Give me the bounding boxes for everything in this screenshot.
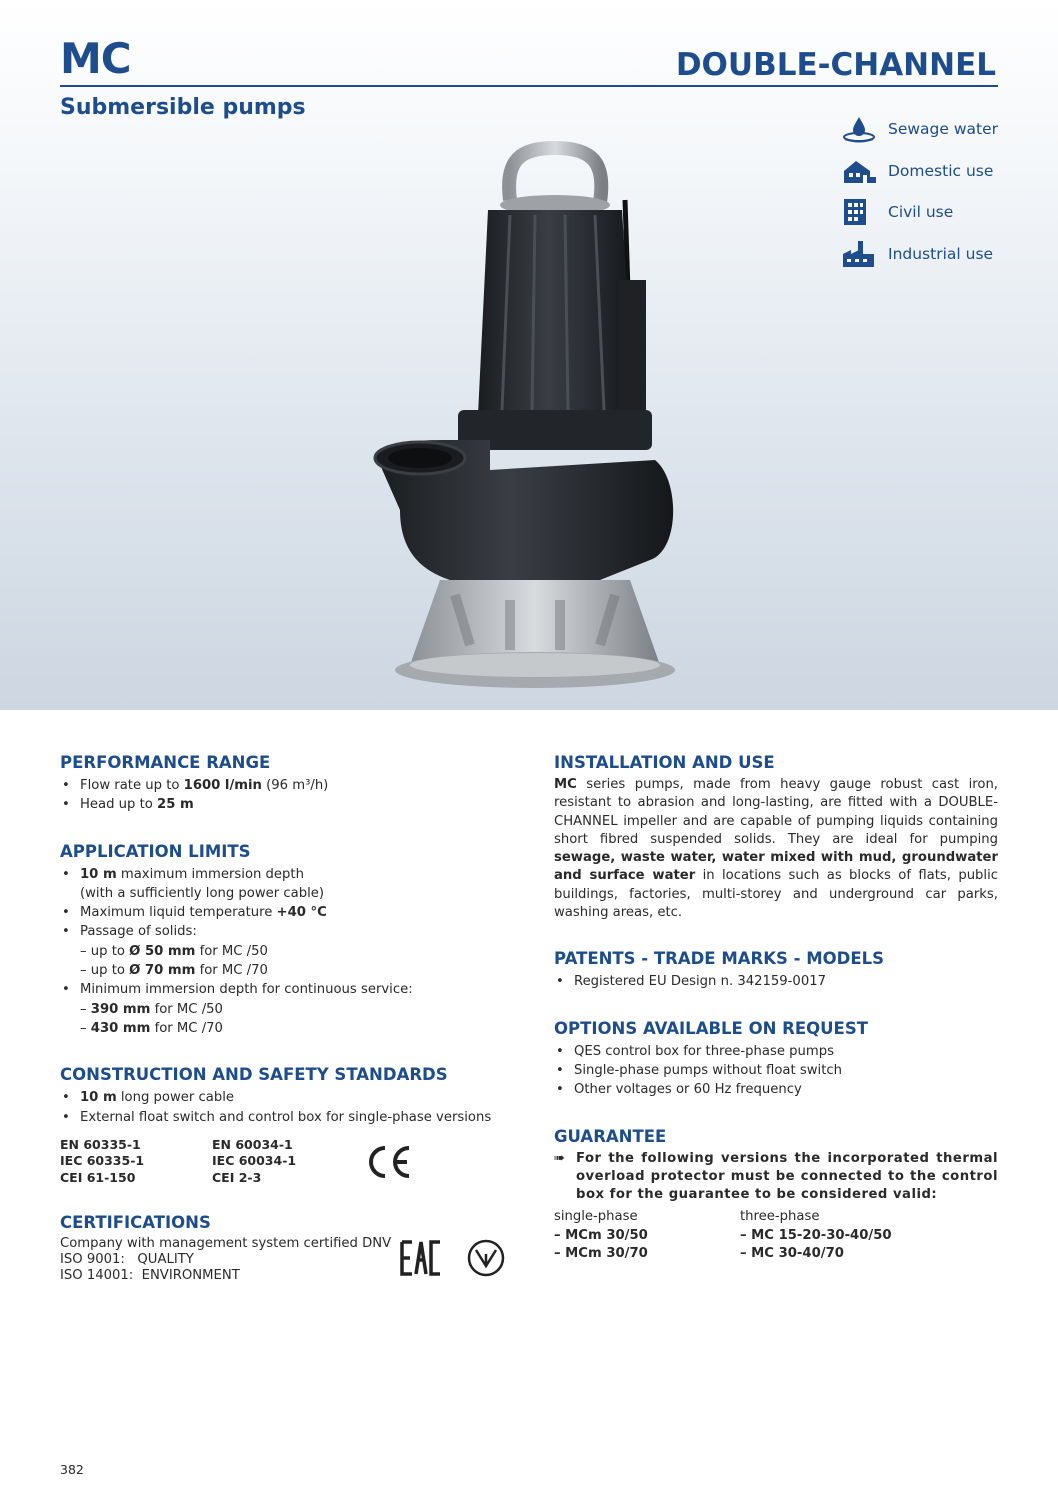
temperature-item — [60, 903, 510, 922]
arrow-icon: ➠ — [554, 1150, 566, 1166]
immersion-value: 10 m — [80, 866, 117, 882]
use-domestic — [840, 157, 1040, 185]
header-rule — [60, 85, 998, 87]
phase-label: three-phase — [740, 1209, 820, 1225]
installation-body: series pumps, made from heavy gauge robust cast iron, resistant to abrasion and long-lasting, are fitted with a DOUBLE-CHANNEL impeller and are capable of pumping liquids containing short fibred suspended solids. They are ideal for pumping — [554, 777, 998, 847]
product-brand: MC — [60, 34, 131, 83]
model: – MC 30-40/70 — [740, 1246, 844, 1262]
section-title: CONSTRUCTION AND SAFETY STANDARDS — [60, 1065, 448, 1085]
immersion-item — [60, 865, 510, 884]
standard: CEI 61-150 — [60, 1169, 136, 1185]
flow-value: 1600 l/min — [183, 778, 262, 793]
option-item: • Other voltages or 60 Hz frequency — [554, 1080, 998, 1099]
pump-product-image — [360, 140, 710, 700]
solids-70-value: Ø 70 mm — [129, 963, 196, 979]
flow-pre: Flow rate up to — [80, 778, 184, 793]
head-pre: Head up to — [80, 797, 158, 813]
use-label: Industrial use — [888, 244, 994, 263]
use-label: Civil use — [888, 203, 954, 221]
installation-text — [554, 776, 998, 922]
cert-line: ISO 9001: QUALITY — [60, 1252, 194, 1268]
domestic-use-icon — [840, 157, 878, 185]
use-label: Domestic use — [888, 161, 994, 180]
guarantee-body: For the following versions the incorporated thermal overload protector must be connected to the control box for the guarantee to be considered valid: — [576, 1150, 998, 1203]
head-value: 25 m — [157, 797, 194, 813]
option-item: • Single-phase pumps without float switch — [554, 1061, 998, 1080]
single-phase-column — [554, 1208, 740, 1263]
option-item: • QES control box for three-phase pumps — [554, 1042, 998, 1061]
immersion-note: (with a sufficiently long power cable) — [80, 885, 325, 901]
dash-post: for MC /70 — [150, 1020, 223, 1036]
guarantee-text — [554, 1150, 998, 1205]
options-section — [554, 1018, 998, 1100]
certifications-section — [60, 1212, 510, 1283]
guarantee-models — [554, 1208, 998, 1263]
construction-section — [60, 1064, 510, 1186]
section-title: GUARANTEE — [554, 1126, 667, 1146]
ukrainian-conformity-icon — [464, 1236, 508, 1280]
model: – MCm 30/50 — [554, 1227, 648, 1243]
standards-group-2 — [212, 1137, 364, 1187]
head-item — [60, 795, 510, 814]
use-civil — [840, 198, 1040, 226]
temp-pre: Maximum liquid temperature — [80, 905, 277, 921]
solids-70 — [60, 961, 510, 980]
section-title: CERTIFICATIONS — [60, 1213, 211, 1233]
min-immersion-50 — [60, 1000, 510, 1019]
three-phase-column — [740, 1208, 926, 1263]
use-industrial — [840, 240, 1040, 268]
model: – MCm 30/70 — [554, 1246, 648, 1262]
dash-pre: – — [80, 1001, 91, 1017]
installation-brand: MC — [554, 777, 577, 792]
temp-value: +40 °C — [276, 905, 327, 921]
min-50-value: 390 mm — [90, 1001, 151, 1017]
flow-post: (96 m³/h) — [261, 778, 329, 793]
product-subtitle: Submersible pumps — [60, 95, 306, 120]
right-column — [554, 752, 998, 1289]
min-immersion-70 — [60, 1019, 510, 1038]
civil-use-icon — [840, 198, 878, 226]
product-type: DOUBLE-CHANNEL — [675, 47, 996, 83]
model: – MC 15-20-30-40/50 — [740, 1227, 892, 1243]
standard: EN 60034-1 — [212, 1136, 293, 1152]
page-number: 382 — [60, 1462, 84, 1477]
cable-item — [60, 1088, 510, 1107]
patent-item: • Registered EU Design n. 342159-0017 — [554, 972, 998, 991]
application-uses — [840, 115, 1040, 281]
standard: CEI 2-3 — [212, 1169, 262, 1185]
dash-pre: – up to — [80, 943, 130, 959]
installation-liquids: sewage, waste water, water mixed with mud, groundwater and surface water — [554, 850, 998, 884]
limits-section — [60, 841, 510, 1039]
left-column — [60, 752, 510, 1309]
standard: IEC 60335-1 — [60, 1153, 145, 1169]
standard: EN 60335-1 — [60, 1136, 141, 1152]
ce-mark-icon — [364, 1144, 414, 1180]
float-item: • External float switch and control box for single-phase versions — [60, 1108, 510, 1127]
dash-post: for MC /50 — [195, 943, 268, 959]
section-title: PATENTS - TRADE MARKS - MODELS — [554, 949, 885, 969]
performance-section — [60, 752, 510, 815]
dash-post: for MC /70 — [195, 963, 268, 979]
section-title: PERFORMANCE RANGE — [60, 753, 271, 772]
standard: IEC 60034-1 — [212, 1153, 297, 1169]
industrial-use-icon — [840, 240, 878, 268]
solids-50 — [60, 942, 510, 961]
phase-label: single-phase — [554, 1209, 638, 1225]
dash-pre: – up to — [80, 963, 130, 979]
section-title: APPLICATION LIMITS — [60, 841, 251, 861]
solids-item: • Passage of solids: — [60, 922, 510, 941]
dash-pre: – — [80, 1020, 91, 1036]
min-immersion-item: • Minimum immersion depth for continuous service: — [60, 980, 510, 999]
cert-line: Company with management system certified DNV — [60, 1236, 392, 1252]
certifications-block — [60, 1236, 510, 1283]
use-label: Sewage water — [888, 120, 999, 138]
eac-mark-icon — [400, 1236, 444, 1280]
standards-block — [60, 1137, 510, 1187]
min-70-value: 430 mm — [90, 1020, 151, 1036]
solids-50-value: Ø 50 mm — [129, 943, 196, 959]
guarantee-section — [554, 1126, 998, 1264]
sewage-water-icon — [840, 115, 878, 143]
use-sewage-water — [840, 115, 1040, 143]
installation-section — [554, 752, 998, 922]
section-title: INSTALLATION AND USE — [554, 753, 775, 772]
dash-post: for MC /50 — [150, 1001, 223, 1017]
section-title: OPTIONS AVAILABLE ON REQUEST — [554, 1018, 868, 1038]
cert-line: ISO 14001: ENVIRONMENT — [60, 1267, 240, 1283]
flow-rate-item — [60, 776, 510, 795]
patents-section — [554, 948, 998, 991]
certifications-text — [60, 1236, 400, 1283]
cable-text: long power cable — [116, 1090, 234, 1106]
cable-value: 10 m — [80, 1090, 117, 1106]
installation-end: in locations such as blocks of flats, public buildings, factories, multi-storey and underground car parks, washing areas, etc. — [554, 868, 998, 921]
standards-group-1 — [60, 1137, 212, 1187]
immersion-text: maximum immersion depth — [116, 866, 304, 882]
